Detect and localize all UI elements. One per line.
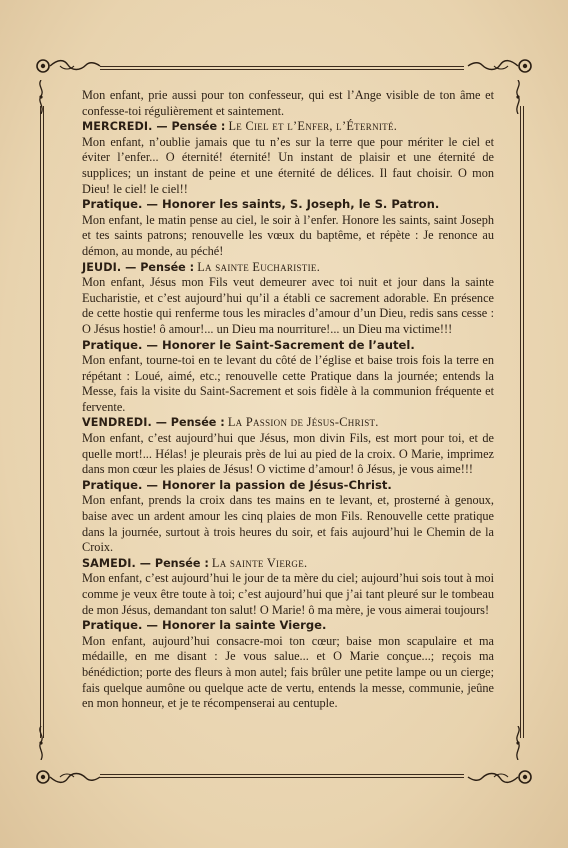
heading-samedi [82, 556, 494, 572]
day-label: VENDREDI. [82, 416, 152, 430]
pensee-label: Pensée : [171, 120, 226, 134]
side-ornament-left-top-icon [36, 80, 46, 114]
day-label: MERCREDI. [82, 120, 153, 134]
paragraph-jeudi: Mon enfant, Jésus mon Fils veut demeurer avec toi nuit et jour dans la sainte Eucharistie, et c’est aujourd’hui qu’il a établi ce sacrement adorable. En présence de cette hostie qui renferme tous les miracles d’amour d’un Dieu, redis sans cesse : O Jésus hostie! ô amour!... un Dieu ma nourriture!... un Dieu ma victime!!! [82, 275, 494, 336]
right-rule [520, 106, 521, 738]
dash: — [152, 120, 172, 134]
pensee-subject: La sainte Vierge. [211, 555, 308, 570]
pensee-subject: La sainte Eucharistie. [197, 259, 321, 274]
pratique-vendredi [82, 478, 494, 494]
pratique-mercredi [82, 197, 494, 213]
dash: — [121, 260, 141, 274]
corner-ornament-bottom-left-icon [34, 768, 104, 786]
pensee-label: Pensée : [170, 416, 225, 430]
corner-ornament-top-left-icon [34, 57, 104, 75]
pensee-label: Pensée : [140, 260, 195, 274]
paragraph-jeudi-pratique: Mon enfant, tourne-toi en te levant du côté de l’église et baise trois fois la terre en répétant : Loué, aimé, etc.; renouvelle cette Pratique dans la journée; entends la Messe, fais la visite du Saint-Sacrement et sois fidèle à la communion fréquente et fervente. [82, 353, 494, 414]
pensee-label: Pensée : [154, 556, 209, 570]
dash: — [135, 556, 155, 570]
day-label: SAMEDI. [82, 556, 136, 570]
pratique-label: Pratique. [82, 618, 143, 633]
paragraph-mercredi-pratique: Mon enfant, le matin pense au ciel, le soir à l’enfer. Honore les saints, saint Joseph et tes saints patrons; renouvelle les vœux du baptême, et répète : Je renonce au démon, au monde, au péché! [82, 212, 494, 258]
left-rule [40, 106, 41, 738]
paragraph-vendredi: Mon enfant, c’est aujourd’hui que Jésus, mon divin Fils, est mort pour toi, et de quelle mort!... Hélas! je pleurais près de lui au pied de la croix. O Marie, imprimez dans mon cœur les plaies de Jésus! O victime d’amour! ô Jésus, je vous aime!!! [82, 431, 494, 477]
left-rule-inner [43, 106, 44, 738]
day-label: JEUDI. [82, 260, 122, 274]
bottom-rule-inner [100, 777, 464, 778]
right-rule-inner [523, 106, 524, 738]
side-ornament-right-top-icon [513, 80, 523, 114]
pratique-label: Pratique. [82, 477, 143, 492]
dash: — [142, 477, 163, 492]
heading-vendredi [82, 415, 494, 431]
paragraph-mercredi: Mon enfant, n’oublie jamais que tu n’es sur la terre que pour mériter le ciel et éviter l’enfer... O éternité! éternité! Un instant de plaisir et une éternité de supplices; un instant de peine et une éternité de délices. Il faut choisir. O mon Dieu! le ciel! le ciel!! [82, 134, 494, 196]
top-rule [100, 66, 464, 67]
pensee-subject: La Passion de Jésus-Christ. [227, 415, 379, 430]
dash: — [142, 197, 163, 212]
pratique-text: Honorer la passion de Jésus-Christ. [162, 477, 392, 492]
dash: — [142, 337, 163, 352]
pratique-label: Pratique. [82, 197, 143, 212]
pratique-samedi [82, 618, 494, 634]
heading-mercredi [82, 119, 494, 135]
pensee-subject: Le Ciel et l’Enfer, l’Éternité. [228, 119, 398, 134]
paragraph-confesseur: Mon enfant, prie aussi pour ton confesseur, qui est l’Ange visible de ton âme et confesse-toi régulièrement et saintement. [82, 88, 494, 118]
corner-ornament-top-right-icon [464, 57, 534, 75]
pratique-text: Honorer le Saint-Sacrement de l’autel. [162, 337, 415, 352]
top-rule-inner [100, 69, 464, 70]
paragraph-vendredi-pratique: Mon enfant, prends la croix dans tes mains en te levant, et, prosterné à genoux, baise avec un ardent amour les cinq plaies de mon Fils. Renouvelle cette pratique dans la journée, surtout à trois heures du soir, et fais aujourd’hui le Chemin de la Croix. [82, 493, 494, 555]
heading-jeudi [82, 260, 494, 276]
dash: — [151, 416, 171, 430]
pratique-text: Honorer la sainte Vierge. [162, 618, 327, 633]
side-ornament-left-bottom-icon [36, 726, 46, 760]
paragraph-samedi: Mon enfant, c’est aujourd’hui le jour de ta mère du ciel; aujourd’hui sois tout à moi comme je veux être toute à toi; c’est aujourd’hui que j’ai tant pleuré sur le tombeau de mon Jésus, demandant ton salut! O Marie! ô ma mère, je vous aimerai toujours! [82, 571, 494, 617]
pratique-label: Pratique. [82, 337, 143, 352]
corner-ornament-bottom-right-icon [464, 768, 534, 786]
side-ornament-right-bottom-icon [513, 726, 523, 760]
bottom-rule [100, 774, 464, 775]
pratique-jeudi [82, 338, 494, 354]
paragraph-samedi-pratique: Mon enfant, aujourd’hui consacre-moi ton cœur; baise mon scapulaire et ma médaille, en me disant : Je vous salue... et O Marie conçue...; reçois ma bénédiction; porte des fleurs à mon autel; fais brûler une petite lampe ou un cierge; fais quelque aumône ou quelque acte de vertu, entends la messe, communie, jeûne en mon honneur, et je te récompenserai au centuple. [82, 633, 494, 711]
devotional-text [82, 88, 494, 712]
pratique-text: Honorer les saints, S. Joseph, le S. Patron. [162, 197, 440, 212]
dash: — [142, 618, 163, 633]
